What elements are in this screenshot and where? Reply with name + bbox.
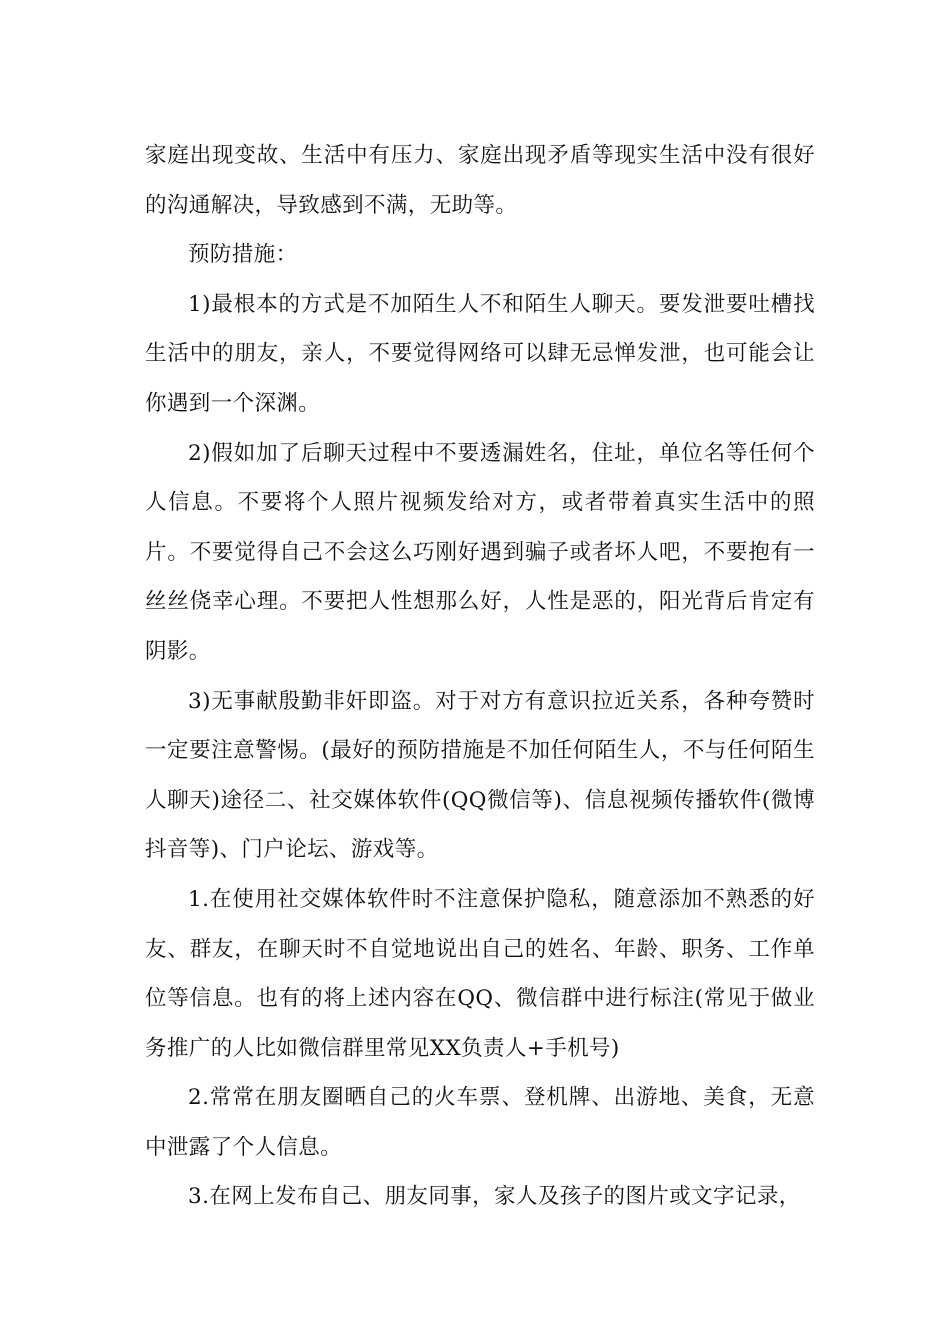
paragraph-item-3: 3.在网上发布自己、朋友同事，家人及孩子的图片或文字记录，	[188, 1184, 801, 1210]
paragraph-family-conflict: 家庭出现变故、生活中有压力、家庭出现矛盾等现实生活中没有很好的沟通解决，导致感到不满，无助等。	[145, 143, 815, 218]
paragraph-prevention-heading: 预防措施：	[188, 242, 298, 268]
paragraph-measure-2: 2)假如加了后聊天过程中不要透漏姓名，住址，单位名等任何个人信息。不要将个人照片视频发给对方，或者带着真实生活中的照片。不要觉得自己不会这么巧刚好遇到骗子或者坏人吧，不要抱有一丝丝侥幸心理。不要把人性想那么好，人性是恶的，阳光背后肯定有阴影。	[145, 440, 815, 664]
paragraph-item-2: 2.常常在朋友圈晒自己的火车票、登机牌、出游地、美食，无意中泄露了个人信息。	[145, 1085, 815, 1160]
document-body	[145, 131, 815, 1222]
paragraph-measure-1: 1)最根本的方式是不加陌生人不和陌生人聊天。要发泄要吐槽找生活中的朋友，亲人，不要觉得网络可以肆无忌惮发泄，也可能会让你遇到一个深渊。	[145, 291, 815, 416]
paragraph-measure-3: 3)无事献殷勤非奸即盗。对于对方有意识拉近关系，各种夸赞时一定要注意警惕。(最好的预防措施是不加任何陌生人，不与任何陌生人聊天)途径二、社交媒体软件(QQ微信等)、信息视频传播软件(微博抖音等)、门户论坛、游戏等。	[145, 688, 815, 863]
paragraph-item-1: 1.在使用社交媒体软件时不注意保护隐私，随意添加不熟悉的好友、群友，在聊天时不自觉地说出自己的姓名、年龄、职务、工作单位等信息。也有的将上述内容在QQ、微信群中进行标注(常见于做业务推广的人比如微信群里常见XX负责人+手机号)	[145, 886, 815, 1061]
